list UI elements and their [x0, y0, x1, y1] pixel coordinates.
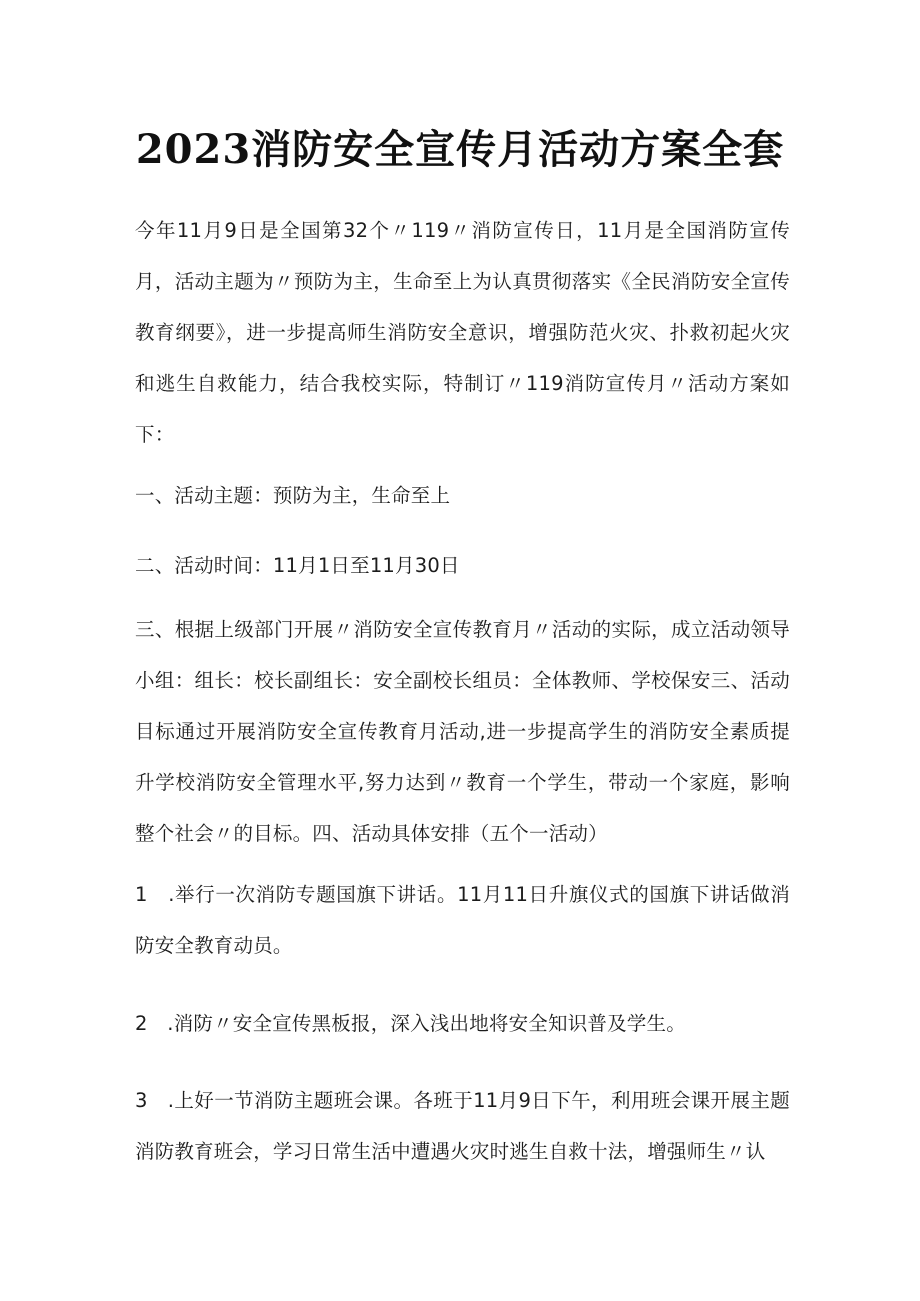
intro-paragraph: 今年11月9日是全国第32个〃119〃消防宣传日，11月是全国消防宣传月，活动主题为〃预防为主，生命至上为认真贯彻落实《全民消防安全宣传教育纲要》，进一步提高师生消防安全意识，增强防范火灾、扑救初起火灾和逃生自救能力，结合我校实际，特制订〃119消防宣传月〃活动方案如下： [135, 219, 790, 446]
activity-item-2: 2 .消防〃安全宣传黑板报，深入浅出地将安全知识普及学生。 [135, 1012, 686, 1035]
activity-time-paragraph: 二、活动时间：11月1日至11月30日 [135, 554, 460, 577]
activity-theme-paragraph: 一、活动主题：预防为主，生命至上 [135, 484, 451, 507]
document-title: 2023消防安全宣传月活动方案全套 [135, 126, 785, 173]
activity-item-1: 1 .举行一次消防专题国旗下讲话。11月11日升旗仪式的国旗下讲话做消防安全教育动员。 [135, 883, 790, 957]
activity-item-3: 3 .上好一节消防主题班会课。各班于11月9日下午，利用班会课开展主题消防教育班会，学习日常生活中遭遇火灾时逃生自救十法，增强师生〃认 [135, 1089, 790, 1163]
organization-paragraph: 三、根据上级部门开展〃消防安全宣传教育月〃活动的实际，成立活动领导小组：组长：校长副组长：安全副校长组员：全体教师、学校保安三、活动目标通过开展消防安全宣传教育月活动,进一步提高学生的消防安全素质提升学校消防安全管理水平,努力达到〃教育一个学生，带动一个家庭，影响整个社会〃的目标。四、活动具体安排（五个一活动） [135, 618, 790, 845]
